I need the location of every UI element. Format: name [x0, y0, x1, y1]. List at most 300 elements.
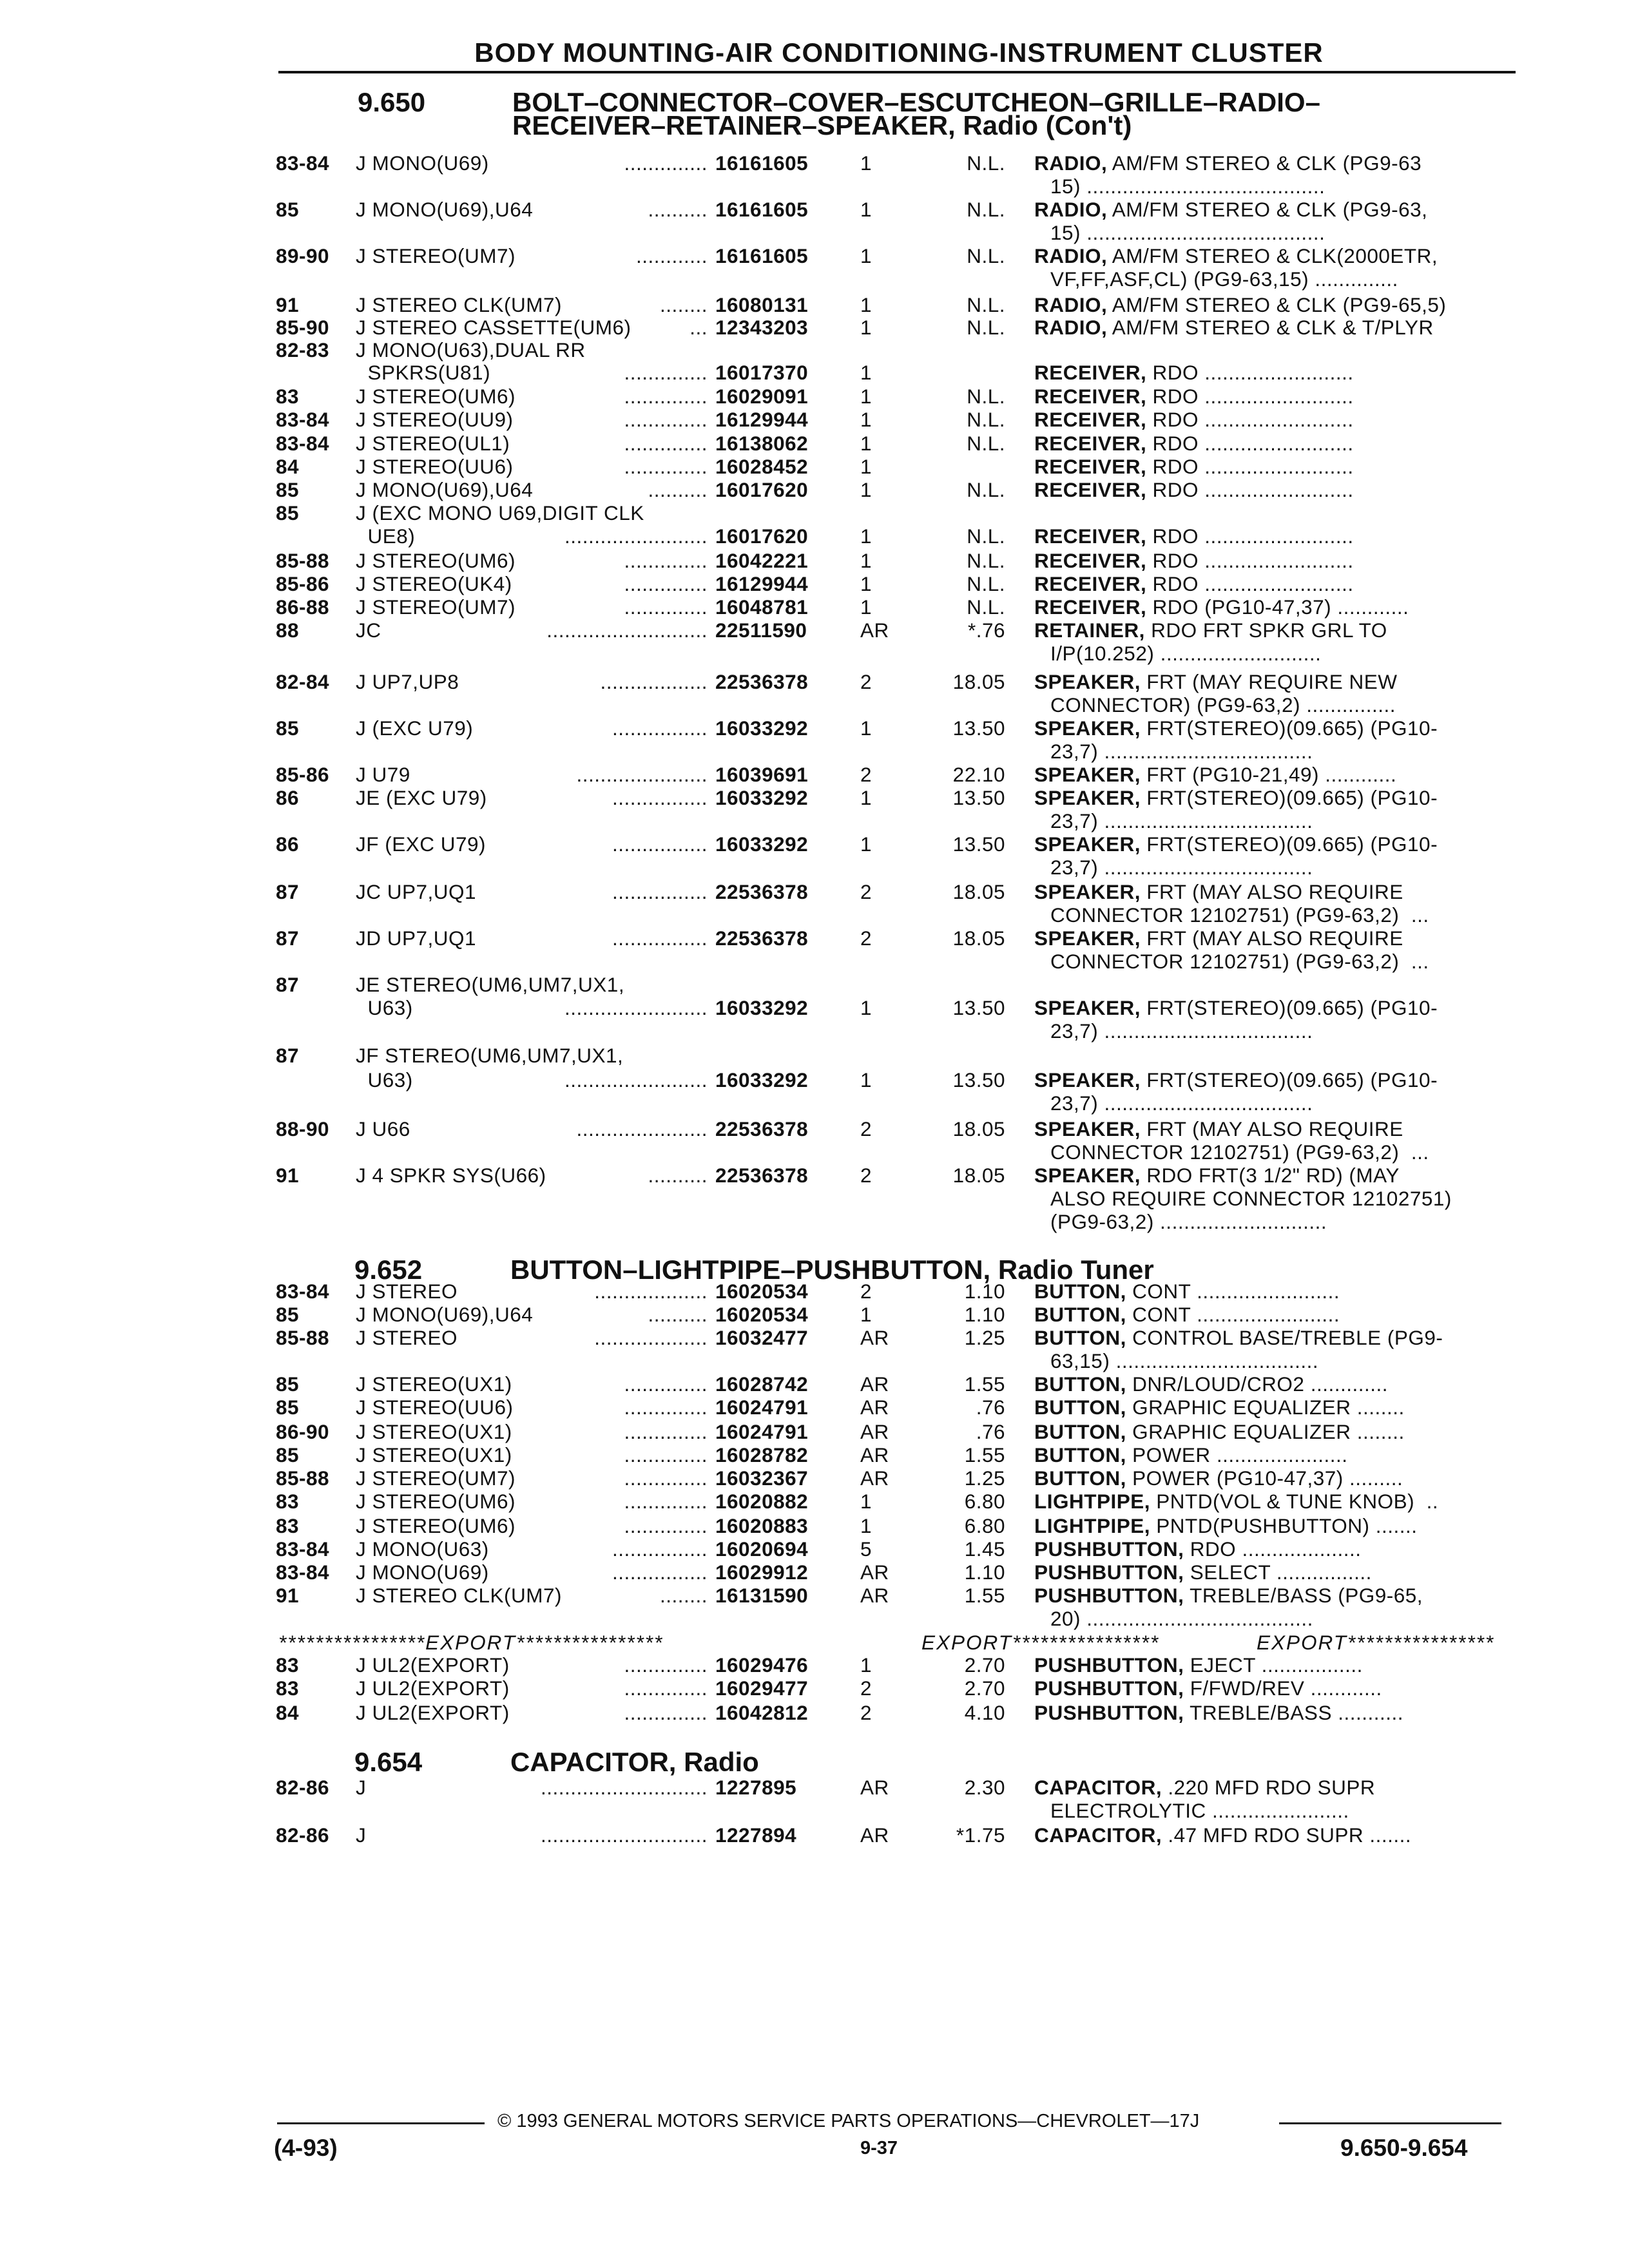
- row-year: 85-86: [276, 572, 330, 595]
- row-year: 86-90: [276, 1420, 330, 1443]
- row-qty: AR: [860, 619, 889, 642]
- row-qty: 1: [860, 832, 872, 856]
- row-desc: RETAINER, RDO FRT SPKR GRL TO: [1034, 619, 1387, 642]
- row-desc-continuation: 23,7) ...................................: [1050, 809, 1313, 832]
- row-price: N.L.: [967, 572, 1005, 595]
- row-model: JE (EXC U79): [356, 786, 487, 809]
- row-part: 16033292: [715, 1068, 809, 1091]
- row-qty: 1: [860, 408, 872, 431]
- row-desc-continuation: 23,7) ...................................: [1050, 740, 1313, 763]
- row-qty: 1: [860, 1068, 872, 1091]
- row-model: J UL2(EXPORT): [356, 1677, 510, 1700]
- row-part: 22511590: [715, 619, 807, 642]
- row-price: 13.50: [952, 996, 1005, 1019]
- row-part: 16129944: [715, 572, 809, 595]
- row-leader-dots: ........: [659, 1584, 708, 1607]
- row-desc-continuation: 63,15) ..................................: [1050, 1349, 1319, 1372]
- row-leader-dots: ..............: [624, 1372, 708, 1396]
- row-leader-dots: ..............: [624, 1514, 708, 1537]
- row-part: 16024791: [715, 1420, 809, 1443]
- row-price: 6.80: [964, 1490, 1005, 1513]
- row-qty: 1: [860, 549, 872, 572]
- row-price: 18.05: [952, 927, 1005, 950]
- row-qty: 1: [860, 1514, 872, 1537]
- row-leader-dots: ..............: [624, 432, 708, 455]
- row-part: 22536378: [715, 1117, 809, 1140]
- row-year: 82-83: [276, 338, 330, 361]
- row-model: J: [356, 1823, 367, 1847]
- row-year: 82-86: [276, 1823, 330, 1847]
- row-desc-continuation: (PG9-63,2) ............................: [1050, 1210, 1327, 1233]
- row-desc-continuation: CONNECTOR 12102751) (PG9-63,2) ...: [1050, 903, 1429, 927]
- row-desc: RADIO, AM/FM STEREO & CLK & T/PLYR: [1034, 316, 1434, 339]
- row-year: 89-90: [276, 244, 330, 267]
- row-model: JC UP7,UQ1: [356, 880, 477, 903]
- row-model: J STEREO(UM7): [356, 1466, 516, 1490]
- row-price: *.76: [967, 619, 1005, 642]
- row-qty: AR: [860, 1584, 889, 1607]
- row-part: 16032367: [715, 1466, 809, 1490]
- row-model: J STEREO(UM7): [356, 244, 516, 267]
- row-desc: SPEAKER, FRT (PG10-21,49) ............: [1034, 763, 1397, 786]
- row-desc: RECEIVER, RDO .........................: [1034, 572, 1354, 595]
- row-price: 13.50: [952, 786, 1005, 809]
- row-qty: AR: [860, 1823, 889, 1847]
- row-leader-dots: ..............: [624, 1466, 708, 1490]
- row-part: 1227894: [715, 1823, 797, 1847]
- row-desc: PUSHBUTTON, TREBLE/BASS (PG9-65,: [1034, 1584, 1423, 1607]
- row-year: 84: [276, 1701, 300, 1724]
- row-leader-dots: ................: [612, 927, 708, 950]
- footer-rule-left: [277, 2122, 485, 2124]
- row-leader-dots: ..............: [624, 549, 708, 572]
- row-leader-dots: ..............: [624, 1701, 708, 1724]
- row-qty: 1: [860, 244, 872, 267]
- row-qty: 1: [860, 524, 872, 548]
- row-qty: 1: [860, 1653, 872, 1677]
- row-year: 91: [276, 293, 300, 316]
- row-year: 86: [276, 786, 300, 809]
- row-desc: RECEIVER, RDO .........................: [1034, 408, 1354, 431]
- row-qty: AR: [860, 1466, 889, 1490]
- row-model: U63): [356, 1068, 413, 1091]
- row-desc-continuation: ALSO REQUIRE CONNECTOR 12102751): [1050, 1187, 1452, 1210]
- row-year: 87: [276, 927, 300, 950]
- row-year: 85: [276, 198, 300, 221]
- row-year: 83-84: [276, 1537, 330, 1561]
- row-desc: SPEAKER, FRT (MAY ALSO REQUIRE: [1034, 927, 1403, 950]
- row-model: J STEREO: [356, 1326, 458, 1349]
- row-year: 91: [276, 1164, 300, 1187]
- row-model: J STEREO CASSETTE(UM6): [356, 316, 631, 339]
- row-year: 83: [276, 1677, 300, 1700]
- row-model: J (EXC U79): [356, 716, 474, 740]
- row-price: N.L.: [967, 595, 1005, 619]
- row-model: J STEREO(UM6): [356, 549, 516, 572]
- row-part: 16131590: [715, 1584, 809, 1607]
- row-model: JF (EXC U79): [356, 832, 487, 856]
- row-price: N.L.: [967, 316, 1005, 339]
- row-part: 22536378: [715, 670, 809, 693]
- row-leader-dots: ..............: [624, 1420, 708, 1443]
- row-model: J MONO(U63),DUAL RR: [356, 338, 586, 361]
- export-segment: EXPORT****************: [921, 1631, 1160, 1654]
- row-price: 1.25: [964, 1326, 1005, 1349]
- row-desc: SPEAKER, FRT (MAY ALSO REQUIRE: [1034, 880, 1403, 903]
- row-model: J MONO(U69),U64: [356, 478, 534, 501]
- row-desc: SPEAKER, RDO FRT(3 1/2" RD) (MAY: [1034, 1164, 1400, 1187]
- row-leader-dots: ..............: [624, 385, 708, 408]
- row-qty: 1: [860, 432, 872, 455]
- row-price: N.L.: [967, 151, 1005, 175]
- row-model: J UL2(EXPORT): [356, 1701, 510, 1724]
- row-year: 91: [276, 1584, 300, 1607]
- row-year: 88-90: [276, 1117, 330, 1140]
- row-qty: AR: [860, 1396, 889, 1419]
- row-desc-continuation: 15) ........................................: [1050, 221, 1325, 244]
- row-desc: RECEIVER, RDO .........................: [1034, 432, 1354, 455]
- row-year: 83: [276, 1653, 300, 1677]
- row-year: 82-84: [276, 670, 330, 693]
- row-year: 83: [276, 1514, 300, 1537]
- row-model: J STEREO(UK4): [356, 572, 512, 595]
- export-segment: EXPORT****************: [1257, 1631, 1495, 1654]
- row-part: 22536378: [715, 1164, 809, 1187]
- row-model: J STEREO(UU6): [356, 1396, 514, 1419]
- row-price: 1.55: [964, 1443, 1005, 1466]
- row-model: JC: [356, 619, 381, 642]
- section-number: 9.652: [354, 1254, 423, 1285]
- row-qty: 1: [860, 716, 872, 740]
- row-part: 12343203: [715, 316, 809, 339]
- row-leader-dots: ..............: [624, 1490, 708, 1513]
- row-part: 16033292: [715, 996, 809, 1019]
- row-desc: BUTTON, GRAPHIC EQUALIZER ........: [1034, 1396, 1405, 1419]
- row-leader-dots: ...: [689, 316, 708, 339]
- footer-page-number: 9-37: [860, 2138, 898, 2158]
- row-part: 16033292: [715, 716, 809, 740]
- row-desc: LIGHTPIPE, PNTD(VOL & TUNE KNOB) ..: [1034, 1490, 1439, 1513]
- row-part: 16017370: [715, 361, 809, 384]
- row-qty: 1: [860, 572, 872, 595]
- row-desc: SPEAKER, FRT(STEREO)(09.665) (PG10-: [1034, 1068, 1438, 1091]
- row-qty: 2: [860, 880, 872, 903]
- row-model: J STEREO(UX1): [356, 1420, 512, 1443]
- section-title: BUTTON–LIGHTPIPE–PUSHBUTTON, Radio Tuner: [510, 1254, 1154, 1285]
- row-desc: PUSHBUTTON, F/FWD/REV ............: [1034, 1677, 1382, 1700]
- row-model: J U66: [356, 1117, 410, 1140]
- row-desc: LIGHTPIPE, PNTD(PUSHBUTTON) .......: [1034, 1514, 1418, 1537]
- row-part: 16138062: [715, 432, 809, 455]
- row-leader-dots: ..........: [648, 1303, 708, 1326]
- row-qty: 1: [860, 293, 872, 316]
- row-year: 88: [276, 619, 300, 642]
- row-price: 6.80: [964, 1514, 1005, 1537]
- row-price: *1.75: [956, 1823, 1005, 1847]
- row-part: 16033292: [715, 786, 809, 809]
- row-desc: BUTTON, CONTROL BASE/TREBLE (PG9-: [1034, 1326, 1443, 1349]
- row-desc: RADIO, AM/FM STEREO & CLK(2000ETR,: [1034, 244, 1438, 267]
- export-segment: ****************EXPORT****************: [278, 1631, 664, 1654]
- row-model: UE8): [356, 524, 416, 548]
- row-qty: 1: [860, 1303, 872, 1326]
- section-title-line2: RECEIVER–RETAINER–SPEAKER, Radio (Con't): [512, 110, 1132, 140]
- row-price: 18.05: [952, 880, 1005, 903]
- row-price: N.L.: [967, 408, 1005, 431]
- row-leader-dots: ...........................: [546, 619, 708, 642]
- row-desc: RADIO, AM/FM STEREO & CLK (PG9-65,5): [1034, 293, 1447, 316]
- row-leader-dots: ..............: [624, 361, 708, 384]
- row-year: 87: [276, 880, 300, 903]
- row-desc: CAPACITOR, .220 MFD RDO SUPR: [1034, 1776, 1376, 1799]
- row-model: J STEREO(UX1): [356, 1443, 512, 1466]
- row-desc: RECEIVER, RDO .........................: [1034, 385, 1354, 408]
- row-desc: RECEIVER, RDO .........................: [1034, 361, 1354, 384]
- row-desc: BUTTON, POWER (PG10-47,37) .........: [1034, 1466, 1403, 1490]
- row-price: 18.05: [952, 1117, 1005, 1140]
- row-desc: RECEIVER, RDO .........................: [1034, 455, 1354, 478]
- header-rule: [278, 71, 1516, 73]
- row-price: 18.05: [952, 670, 1005, 693]
- row-price: 1.10: [964, 1280, 1005, 1303]
- row-desc: SPEAKER, FRT (MAY ALSO REQUIRE: [1034, 1117, 1403, 1140]
- row-price: 18.05: [952, 1164, 1005, 1187]
- row-model: J STEREO(UM6): [356, 385, 516, 408]
- row-part: 16048781: [715, 595, 809, 619]
- row-year: 85-88: [276, 549, 330, 572]
- section-number: 9.654: [354, 1747, 423, 1777]
- row-part: 16028782: [715, 1443, 809, 1466]
- row-qty: 2: [860, 1117, 872, 1140]
- row-part: 16020694: [715, 1537, 809, 1561]
- footer-rule-right: [1279, 2122, 1501, 2124]
- row-desc-continuation: 23,7) ...................................: [1050, 856, 1313, 879]
- row-desc: RECEIVER, RDO (PG10-47,37) ............: [1034, 595, 1409, 619]
- row-leader-dots: ..............: [624, 572, 708, 595]
- row-model: J STEREO(UX1): [356, 1372, 512, 1396]
- row-desc: PUSHBUTTON, SELECT ................: [1034, 1561, 1372, 1584]
- row-price: N.L.: [967, 293, 1005, 316]
- row-leader-dots: ..........: [648, 478, 708, 501]
- row-year: 85-88: [276, 1466, 330, 1490]
- row-price: 1.10: [964, 1303, 1005, 1326]
- row-model: U63): [356, 996, 413, 1019]
- row-year: 83-84: [276, 1561, 330, 1584]
- row-leader-dots: ..............: [624, 408, 708, 431]
- row-model: J STEREO CLK(UM7): [356, 293, 563, 316]
- row-part: 16129944: [715, 408, 809, 431]
- row-model: J UP7,UP8: [356, 670, 459, 693]
- row-desc-continuation: ELECTROLYTIC .......................: [1050, 1799, 1349, 1822]
- row-price: N.L.: [967, 524, 1005, 548]
- row-desc: SPEAKER, FRT(STEREO)(09.665) (PG10-: [1034, 786, 1438, 809]
- row-leader-dots: ..........: [648, 1164, 708, 1187]
- page-header: BODY MOUNTING-AIR CONDITIONING-INSTRUMENT CLUSTER: [474, 37, 1324, 68]
- row-qty: AR: [860, 1776, 889, 1799]
- row-qty: 1: [860, 455, 872, 478]
- row-part: 16042812: [715, 1701, 809, 1724]
- row-model: J STEREO(UU9): [356, 408, 514, 431]
- row-qty: 1: [860, 198, 872, 221]
- row-part: 16033292: [715, 832, 809, 856]
- row-part: 16017620: [715, 478, 809, 501]
- row-qty: 1: [860, 1490, 872, 1513]
- row-leader-dots: ................: [612, 880, 708, 903]
- row-model: SPKRS(U81): [356, 361, 491, 384]
- row-part: 16029912: [715, 1561, 809, 1584]
- row-year: 85: [276, 1303, 300, 1326]
- row-model: J MONO(U69): [356, 1561, 489, 1584]
- row-desc: RADIO, AM/FM STEREO & CLK (PG9-63,: [1034, 198, 1428, 221]
- row-qty: 5: [860, 1537, 872, 1561]
- row-desc-continuation: CONNECTOR) (PG9-63,2) ...............: [1050, 693, 1396, 716]
- row-leader-dots: ...................: [594, 1280, 708, 1303]
- row-year: 83-84: [276, 1280, 330, 1303]
- row-model: J STEREO(UM6): [356, 1514, 516, 1537]
- row-year: 85: [276, 1443, 300, 1466]
- row-price: .76: [976, 1420, 1005, 1443]
- row-year: 85-86: [276, 763, 330, 786]
- row-part: 22536378: [715, 880, 809, 903]
- row-qty: AR: [860, 1372, 889, 1396]
- row-price: 1.55: [964, 1584, 1005, 1607]
- row-leader-dots: ............: [635, 244, 708, 267]
- row-desc: PUSHBUTTON, RDO ....................: [1034, 1537, 1362, 1561]
- row-year: 83: [276, 385, 300, 408]
- row-model: J MONO(U69),U64: [356, 198, 534, 221]
- row-desc: PUSHBUTTON, EJECT .................: [1034, 1653, 1363, 1677]
- row-part: 16017620: [715, 524, 809, 548]
- row-price: N.L.: [967, 432, 1005, 455]
- row-leader-dots: ..............: [624, 151, 708, 175]
- row-desc-continuation: CONNECTOR 12102751) (PG9-63,2) ...: [1050, 950, 1429, 973]
- row-model: J 4 SPKR SYS(U66): [356, 1164, 546, 1187]
- row-qty: 2: [860, 1164, 872, 1187]
- row-part: 22536378: [715, 927, 809, 950]
- row-leader-dots: ................: [612, 786, 708, 809]
- row-model: J MONO(U69),U64: [356, 1303, 534, 1326]
- row-desc: RECEIVER, RDO .........................: [1034, 524, 1354, 548]
- row-desc: RECEIVER, RDO .........................: [1034, 478, 1354, 501]
- row-price: 1.45: [964, 1537, 1005, 1561]
- row-price: 1.25: [964, 1466, 1005, 1490]
- row-qty: 2: [860, 1677, 872, 1700]
- row-qty: AR: [860, 1326, 889, 1349]
- row-leader-dots: ...................: [594, 1326, 708, 1349]
- row-desc-continuation: I/P(10.252) ...........................: [1050, 642, 1322, 665]
- row-leader-dots: ..............: [624, 1396, 708, 1419]
- row-desc-continuation: 23,7) ...................................: [1050, 1091, 1313, 1115]
- row-year: 83-84: [276, 432, 330, 455]
- row-leader-dots: ..............: [624, 1653, 708, 1677]
- row-desc: BUTTON, CONT ........................: [1034, 1303, 1340, 1326]
- row-leader-dots: ................: [612, 716, 708, 740]
- footer-section-range: 9.650-9.654: [1340, 2135, 1468, 2161]
- row-year: 85: [276, 478, 300, 501]
- row-part: 16042221: [715, 549, 809, 572]
- row-desc: PUSHBUTTON, TREBLE/BASS ...........: [1034, 1701, 1403, 1724]
- row-year: 87: [276, 1044, 300, 1067]
- row-part: 16039691: [715, 763, 809, 786]
- footer-copyright: © 1993 GENERAL MOTORS SERVICE PARTS OPERATIONS—CHEVROLET—17J: [497, 2111, 1200, 2131]
- row-leader-dots: ................: [612, 1537, 708, 1561]
- row-desc: SPEAKER, FRT (MAY REQUIRE NEW: [1034, 670, 1398, 693]
- row-model: JF STEREO(UM6,UM7,UX1,: [356, 1044, 624, 1067]
- row-year: 83-84: [276, 151, 330, 175]
- row-model: J STEREO(UM6): [356, 1490, 516, 1513]
- row-desc: BUTTON, POWER ......................: [1034, 1443, 1348, 1466]
- row-qty: AR: [860, 1443, 889, 1466]
- row-leader-dots: ..............: [624, 595, 708, 619]
- row-part: 16029477: [715, 1677, 809, 1700]
- row-year: 85: [276, 716, 300, 740]
- section-number: 9.650: [358, 87, 426, 117]
- row-part: 16161605: [715, 244, 809, 267]
- row-year: 85: [276, 1396, 300, 1419]
- row-desc: SPEAKER, FRT(STEREO)(09.665) (PG10-: [1034, 832, 1438, 856]
- row-year: 83: [276, 1490, 300, 1513]
- row-leader-dots: ..................: [600, 670, 708, 693]
- row-qty: 1: [860, 478, 872, 501]
- row-price: 13.50: [952, 832, 1005, 856]
- row-model: J (EXC MONO U69,DIGIT CLK: [356, 501, 644, 524]
- row-part: 16020534: [715, 1280, 809, 1303]
- row-price: .76: [976, 1396, 1005, 1419]
- row-year: 85: [276, 501, 300, 524]
- row-model: J: [356, 1776, 367, 1799]
- row-year: 86: [276, 832, 300, 856]
- row-price: N.L.: [967, 244, 1005, 267]
- row-year: 85-88: [276, 1326, 330, 1349]
- row-desc: SPEAKER, FRT(STEREO)(09.665) (PG10-: [1034, 716, 1438, 740]
- row-year: 84: [276, 455, 300, 478]
- row-desc: SPEAKER, FRT(STEREO)(09.665) (PG10-: [1034, 996, 1438, 1019]
- section-title: CAPACITOR, Radio: [510, 1747, 759, 1777]
- row-model: J STEREO CLK(UM7): [356, 1584, 563, 1607]
- row-price: N.L.: [967, 549, 1005, 572]
- row-leader-dots: ................: [612, 832, 708, 856]
- row-part: 16028452: [715, 455, 809, 478]
- row-price: 1.55: [964, 1372, 1005, 1396]
- row-model: J U79: [356, 763, 410, 786]
- row-qty: 1: [860, 316, 872, 339]
- row-leader-dots: ........................: [564, 996, 708, 1019]
- row-qty: 1: [860, 786, 872, 809]
- row-qty: 1: [860, 151, 872, 175]
- row-desc: CAPACITOR, .47 MFD RDO SUPR .......: [1034, 1823, 1412, 1847]
- row-year: 83-84: [276, 408, 330, 431]
- row-desc: BUTTON, CONT ........................: [1034, 1280, 1340, 1303]
- row-part: 16080131: [715, 293, 809, 316]
- row-leader-dots: ......................: [576, 1117, 708, 1140]
- row-qty: 2: [860, 927, 872, 950]
- row-year: 85-90: [276, 316, 330, 339]
- row-model: JE STEREO(UM6,UM7,UX1,: [356, 973, 625, 996]
- row-part: 1227895: [715, 1776, 797, 1799]
- row-leader-dots: ............................: [540, 1823, 708, 1847]
- row-part: 16032477: [715, 1326, 809, 1349]
- row-model: JD UP7,UQ1: [356, 927, 477, 950]
- row-part: 16020534: [715, 1303, 809, 1326]
- row-price: 13.50: [952, 716, 1005, 740]
- row-desc: BUTTON, DNR/LOUD/CRO2 .............: [1034, 1372, 1388, 1396]
- row-price: 2.70: [964, 1653, 1005, 1677]
- row-leader-dots: ..........: [648, 198, 708, 221]
- footer-date: (4-93): [274, 2135, 338, 2161]
- row-leader-dots: ........................: [564, 1068, 708, 1091]
- row-desc: RADIO, AM/FM STEREO & CLK (PG9-63: [1034, 151, 1422, 175]
- row-qty: 1: [860, 595, 872, 619]
